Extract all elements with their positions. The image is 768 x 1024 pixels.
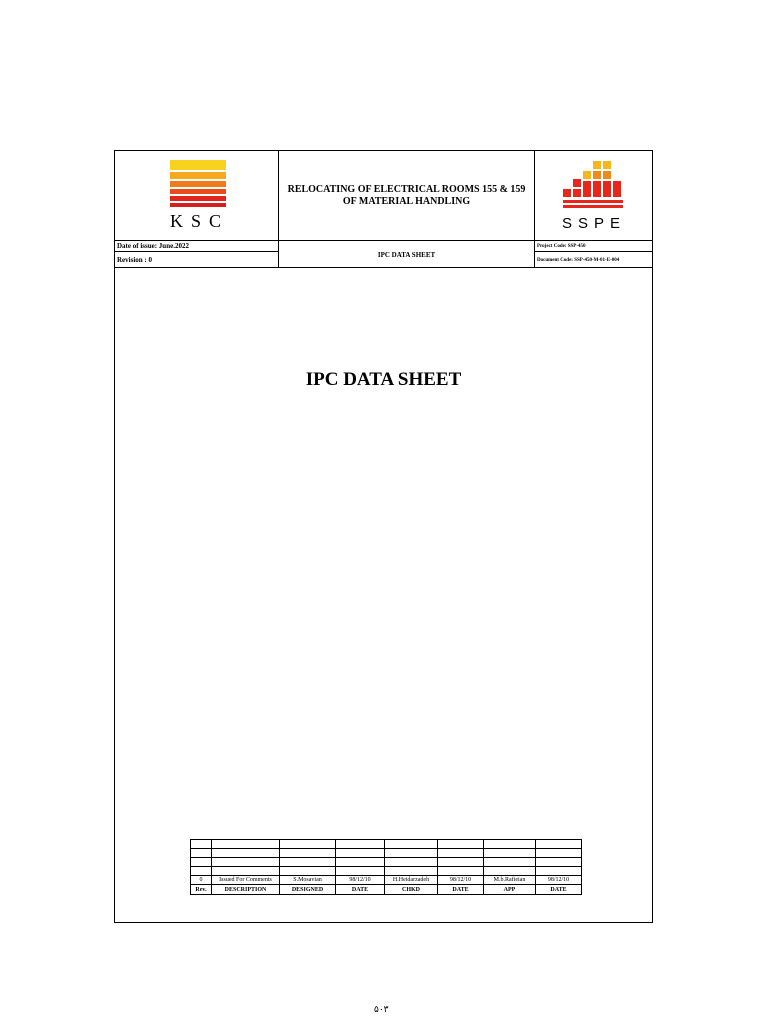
project-code: Project Code: SSP-450 — [535, 241, 652, 252]
date-of-issue: Date of issue: June.2022 — [115, 241, 278, 252]
table-row — [191, 867, 582, 876]
table-cell: 0 — [191, 876, 212, 885]
table-cell — [385, 867, 438, 876]
table-cell — [484, 849, 536, 858]
table-cell — [484, 840, 536, 849]
table-header-cell: CHKD — [385, 885, 438, 895]
table-cell — [385, 840, 438, 849]
table-row — [191, 849, 582, 858]
table-cell — [336, 840, 385, 849]
document-header — [115, 151, 652, 241]
document-sheet — [114, 150, 653, 923]
table-row — [191, 876, 582, 885]
table-cell — [212, 867, 280, 876]
table-header-cell: DATE — [536, 885, 582, 895]
table-cell — [280, 858, 336, 867]
table-header-cell: DATE — [438, 885, 484, 895]
table-cell: S.Mosavian — [280, 876, 336, 885]
sspe-logo-stripes — [563, 200, 623, 210]
table-cell — [536, 849, 582, 858]
table-cell: 98/12/10 — [336, 876, 385, 885]
table-cell — [280, 849, 336, 858]
table-cell — [191, 867, 212, 876]
table-cell — [536, 858, 582, 867]
table-cell — [484, 858, 536, 867]
table-header-cell: DESCRIPTION — [212, 885, 280, 895]
table-cell: Issued For Comments — [212, 876, 280, 885]
table-cell — [438, 867, 484, 876]
table-cell — [191, 858, 212, 867]
sheet-name: IPC DATA SHEET — [279, 241, 535, 268]
table-cell — [191, 849, 212, 858]
table-cell: 98/12/10 — [536, 876, 582, 885]
sspe-logo-icon — [563, 161, 623, 197]
table-header-cell: DESIGNED — [280, 885, 336, 895]
table-row — [191, 840, 582, 849]
table-cell — [336, 858, 385, 867]
table-cell — [212, 840, 280, 849]
table-cell — [212, 858, 280, 867]
table-cell — [438, 849, 484, 858]
table-cell — [336, 849, 385, 858]
revision-label: Revision : 0 — [117, 256, 152, 264]
table-cell — [484, 867, 536, 876]
table-header-cell: Rev. — [191, 885, 212, 895]
table-cell: 98/12/10 — [438, 876, 484, 885]
table-cell — [212, 849, 280, 858]
table-row — [191, 858, 582, 867]
table-cell: H.Heidarzadeh — [385, 876, 438, 885]
document-info-row — [115, 241, 652, 268]
table-header-cell: APP — [484, 885, 536, 895]
table-cell — [280, 867, 336, 876]
table-cell: M.b.Rafieian — [484, 876, 536, 885]
table-header-row — [191, 885, 582, 895]
sspe-logo-text: SSPE — [562, 215, 627, 232]
table-cell — [191, 840, 212, 849]
table-cell — [280, 840, 336, 849]
table-cell — [385, 849, 438, 858]
document-code: Document Code: SSP-450-M-01-E-004 — [537, 258, 620, 263]
ksc-logo-text: KSC — [170, 211, 230, 231]
revision-table — [190, 839, 582, 895]
table-cell — [536, 840, 582, 849]
table-cell — [438, 840, 484, 849]
page-title: IPC DATA SHEET — [305, 369, 462, 390]
project-title-line2: OF MATERIAL HANDLING — [342, 196, 471, 207]
ksc-logo-icon — [170, 160, 226, 209]
table-cell — [438, 858, 484, 867]
project-title-line1: RELOCATING OF ELECTRICAL ROOMS 155 & 159 — [287, 184, 526, 195]
sspe-logo-cell — [535, 151, 652, 241]
table-header-cell: DATE — [336, 885, 385, 895]
project-title-cell — [279, 151, 535, 241]
ksc-logo-cell — [115, 151, 279, 241]
table-cell — [385, 858, 438, 867]
table-cell — [536, 867, 582, 876]
table-cell — [336, 867, 385, 876]
page-number: ۵۰۳ — [374, 1005, 389, 1015]
